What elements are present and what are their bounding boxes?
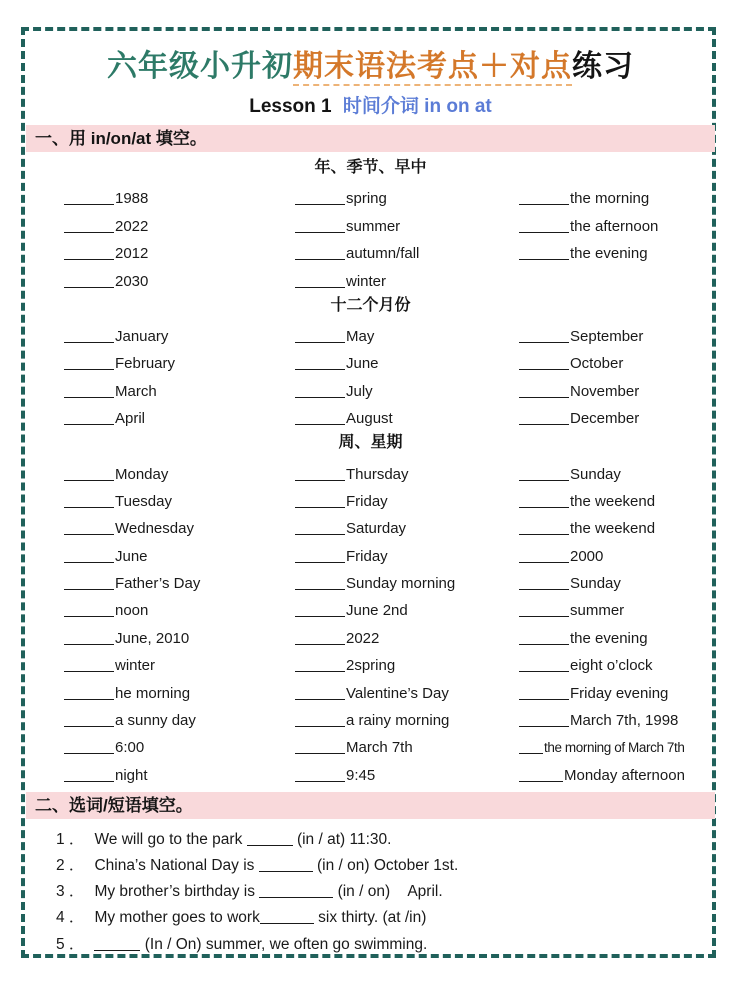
answer-blank xyxy=(64,547,114,563)
fill-cell xyxy=(64,271,295,292)
fill-item-label: July xyxy=(346,382,373,400)
sentence-text: My brother’s birthday is xyxy=(94,883,260,901)
fill-row xyxy=(26,182,715,209)
fill-cell xyxy=(64,600,295,621)
fill-item-label: December xyxy=(570,410,640,428)
answer-blank xyxy=(64,409,114,425)
answer-blank xyxy=(64,738,114,754)
fill-cell xyxy=(64,518,295,539)
fill-cell xyxy=(295,326,519,347)
sentence-number: 1 ． xyxy=(56,830,85,848)
answer-blank xyxy=(64,354,114,370)
fill-item-label: the morning of March 7th xyxy=(544,740,685,756)
answer-blank xyxy=(295,547,345,563)
fill-item-label: June, 2010 xyxy=(115,629,190,647)
answer-blank xyxy=(295,244,345,260)
fill-item-label: June xyxy=(115,547,148,565)
fill-cell xyxy=(295,188,519,209)
fill-item-label: summer xyxy=(346,217,401,235)
fill-cell xyxy=(295,546,519,567)
section2-header: 二、选词/短语填空。 xyxy=(26,792,715,819)
answer-blank xyxy=(295,574,345,590)
answer-blank xyxy=(295,684,345,700)
fill-cell xyxy=(295,271,519,292)
fill-item-label: 2spring xyxy=(346,657,396,675)
fill-item-label: 2022 xyxy=(115,217,149,235)
answer-blank xyxy=(64,684,114,700)
fill-row xyxy=(26,237,715,264)
answer-blank xyxy=(64,217,114,233)
fill-cell xyxy=(519,546,715,567)
fill-cell xyxy=(519,573,715,594)
answer-blank xyxy=(64,272,114,288)
fill-cell xyxy=(295,408,519,429)
fill-item-label: Valentine’s Day xyxy=(346,684,449,702)
fill-item-label: Sunday xyxy=(570,465,621,483)
fill-item-label: Monday xyxy=(115,465,169,483)
answer-blank xyxy=(519,601,569,617)
fill-cell xyxy=(519,353,715,374)
fill-item-label: the morning xyxy=(570,190,650,208)
answer-blank xyxy=(64,711,114,727)
fill-cell xyxy=(64,491,295,512)
fill-item-label: August xyxy=(346,410,393,428)
fill-groups xyxy=(26,154,715,786)
answer-blank xyxy=(519,244,569,260)
answer-blank xyxy=(519,492,569,508)
fill-item-label: April xyxy=(115,410,146,428)
fill-row xyxy=(26,264,715,291)
answer-blank xyxy=(295,601,345,617)
fill-item-label: February xyxy=(115,355,176,373)
fill-cell xyxy=(64,573,295,594)
fill-item-label: autumn/fall xyxy=(346,245,420,263)
fill-row xyxy=(26,320,715,347)
fill-item-label: Friday evening xyxy=(570,684,669,702)
fill-cell xyxy=(519,737,715,758)
sentence-text: six thirty. (at /in) xyxy=(313,909,427,927)
fill-cell xyxy=(295,353,519,374)
answer-blank xyxy=(295,272,345,288)
fill-item-label: winter xyxy=(115,657,156,675)
sentence-text: My mother goes to work xyxy=(94,909,260,927)
fill-item-label: November xyxy=(570,382,640,400)
fill-cell xyxy=(519,491,715,512)
fill-item-label: Thursday xyxy=(346,465,409,483)
answer-blank xyxy=(519,354,569,370)
fill-cell xyxy=(519,243,715,264)
fill-cell xyxy=(519,628,715,649)
answer-blank xyxy=(519,547,569,563)
fill-item-label: May xyxy=(346,327,375,345)
answer-blank xyxy=(64,465,114,481)
fill-row xyxy=(26,512,715,539)
sentence-number: 2 ． xyxy=(56,857,85,875)
fill-item-label: Monday afternoon xyxy=(564,766,685,784)
fill-item-label: March 7th xyxy=(346,739,413,757)
fill-cell xyxy=(64,326,295,347)
sentence-text: (in / at) 11:30. xyxy=(292,830,392,848)
fill-cell xyxy=(519,600,715,621)
answer-blank xyxy=(64,656,114,672)
sentence-item xyxy=(56,853,715,879)
fill-row xyxy=(26,758,715,785)
answer-blank xyxy=(519,382,569,398)
fill-item-label: he morning xyxy=(115,684,191,702)
answer-blank xyxy=(64,244,114,260)
fill-item-label: the evening xyxy=(570,629,648,647)
fill-item-label: 6:00 xyxy=(115,739,145,757)
answer-blank xyxy=(519,656,569,672)
sentence-blank xyxy=(94,936,140,951)
answer-blank xyxy=(295,465,345,481)
fill-cell xyxy=(519,765,715,786)
fill-item-label: Wednesday xyxy=(115,520,194,538)
fill-item-label: winter xyxy=(346,272,387,290)
fill-cell xyxy=(519,518,715,539)
fill-item-label: 2022 xyxy=(346,629,380,647)
fill-cell xyxy=(519,683,715,704)
fill-cell xyxy=(295,710,519,731)
answer-blank xyxy=(519,629,569,645)
fill-cell xyxy=(519,216,715,237)
fill-item-label: June xyxy=(346,355,379,373)
fill-cell xyxy=(295,573,519,594)
fill-item-label: Father’s Day xyxy=(115,575,201,593)
fill-cell xyxy=(295,243,519,264)
answer-blank xyxy=(64,189,114,205)
fill-item-label: 2030 xyxy=(115,272,149,290)
answer-blank xyxy=(519,189,569,205)
fill-row xyxy=(26,374,715,401)
fill-row xyxy=(26,485,715,512)
fill-item-label: March xyxy=(115,382,157,400)
sentence-item xyxy=(56,827,715,853)
fill-item-label: Sunday morning xyxy=(346,575,456,593)
fill-row xyxy=(26,209,715,236)
fill-item-label: Saturday xyxy=(346,520,407,538)
fill-row xyxy=(26,649,715,676)
title-part-practice: 练习 xyxy=(572,50,634,83)
fill-item-label: 9:45 xyxy=(346,766,376,784)
fill-cell xyxy=(64,628,295,649)
fill-row xyxy=(26,731,715,758)
fill-item-label: June 2nd xyxy=(346,602,408,620)
sentence-text: (in / on) October 1st. xyxy=(312,857,459,875)
fill-item-label: a rainy morning xyxy=(346,712,450,730)
fill-item-label: eight o’clock xyxy=(570,657,653,675)
sentence-number: 4 ． xyxy=(56,909,85,927)
fill-cell xyxy=(64,216,295,237)
answer-blank xyxy=(519,738,543,754)
sentence-number: 5 ． xyxy=(56,935,85,953)
answer-blank xyxy=(519,327,569,343)
fill-item-label: the weekend xyxy=(570,520,656,538)
fill-cell xyxy=(519,464,715,485)
fill-row xyxy=(26,676,715,703)
fill-cell xyxy=(295,655,519,676)
fill-row xyxy=(26,347,715,374)
fill-cell xyxy=(295,737,519,758)
answer-blank xyxy=(295,189,345,205)
answer-blank xyxy=(64,766,114,782)
fill-cell xyxy=(519,655,715,676)
answer-blank xyxy=(64,574,114,590)
fill-cell xyxy=(64,464,295,485)
fill-cell xyxy=(519,710,715,731)
group-heading: 年、季节、早中 xyxy=(314,159,427,176)
fill-item-label: Sunday xyxy=(570,575,621,593)
fill-cell xyxy=(295,765,519,786)
fill-cell xyxy=(64,408,295,429)
fill-cell xyxy=(64,765,295,786)
fill-cell xyxy=(295,216,519,237)
fill-item-label: October xyxy=(570,355,624,373)
answer-blank xyxy=(64,519,114,535)
fill-item-label: 1988 xyxy=(115,190,149,208)
fill-cell xyxy=(64,381,295,402)
answer-blank xyxy=(295,492,345,508)
answer-blank xyxy=(295,327,345,343)
fill-cell xyxy=(295,464,519,485)
sentence-item xyxy=(56,879,715,905)
fill-item-label: Friday xyxy=(346,492,388,510)
answer-blank xyxy=(295,217,345,233)
sentence-text: (In / On) summer, we often go swimming. xyxy=(140,935,428,953)
answer-blank xyxy=(64,382,114,398)
fill-item-label: Tuesday xyxy=(115,492,172,510)
title-part-highlight: 期末语法考点＋对点 xyxy=(293,50,572,86)
fill-item-label: 2000 xyxy=(570,547,604,565)
worksheet-content xyxy=(26,34,715,958)
fill-item-label: spring xyxy=(346,190,387,208)
fill-cell xyxy=(64,710,295,731)
fill-item-label: January xyxy=(115,327,169,345)
fill-cell xyxy=(519,326,715,347)
answer-blank xyxy=(64,629,114,645)
sentence-blank xyxy=(259,857,313,872)
answer-blank xyxy=(64,601,114,617)
lesson-subtitle xyxy=(26,95,715,119)
fill-item-label: September xyxy=(570,327,644,345)
sentence-item xyxy=(56,905,715,931)
answer-blank xyxy=(519,574,569,590)
group-heading: 十二个月份 xyxy=(330,296,411,314)
answer-blank xyxy=(295,382,345,398)
sentence-number: 3 ． xyxy=(56,883,85,901)
answer-blank xyxy=(64,327,114,343)
sentence-item xyxy=(56,932,715,958)
fill-cell xyxy=(519,381,715,402)
lesson-topic: 时间介词 in on at xyxy=(342,96,492,117)
fill-row xyxy=(26,704,715,731)
sentence-text: We will go to the park xyxy=(94,830,247,848)
fill-item-label: night xyxy=(115,766,148,784)
answer-blank xyxy=(295,519,345,535)
answer-blank xyxy=(295,766,345,782)
fill-row xyxy=(26,594,715,621)
answer-blank xyxy=(295,409,345,425)
fill-item-label: a sunny day xyxy=(115,712,196,730)
answer-blank xyxy=(519,684,569,700)
fill-cell xyxy=(295,381,519,402)
answer-blank xyxy=(295,354,345,370)
fill-cell xyxy=(64,655,295,676)
fill-item-label: March 7th, 1998 xyxy=(570,712,679,730)
sentence-list xyxy=(26,827,715,958)
sentence-blank xyxy=(247,831,293,846)
fill-cell xyxy=(64,546,295,567)
lesson-number: Lesson 1 xyxy=(249,96,332,117)
fill-cell xyxy=(295,628,519,649)
answer-blank xyxy=(519,711,569,727)
fill-row xyxy=(26,402,715,429)
answer-blank xyxy=(519,217,569,233)
fill-cell xyxy=(64,188,295,209)
fill-item-label: summer xyxy=(570,602,625,620)
fill-cell xyxy=(519,408,715,429)
sentence-blank xyxy=(260,909,314,924)
fill-item-label: Friday xyxy=(346,547,388,565)
fill-cell xyxy=(519,188,715,209)
fill-row xyxy=(26,539,715,566)
sentence-text: (in / on) April. xyxy=(333,883,443,901)
title-part-grade: 六年级小升初 xyxy=(107,50,293,83)
fill-cell xyxy=(64,243,295,264)
fill-cell xyxy=(64,737,295,758)
answer-blank xyxy=(519,766,563,782)
answer-blank xyxy=(295,738,345,754)
answer-blank xyxy=(519,465,569,481)
page-title xyxy=(26,48,715,86)
fill-item-label: noon xyxy=(115,602,149,620)
fill-item-label: the evening xyxy=(570,245,648,263)
fill-cell xyxy=(295,600,519,621)
fill-cell xyxy=(295,518,519,539)
fill-item-label: the afternoon xyxy=(570,217,659,235)
fill-item-label: 2012 xyxy=(115,245,149,263)
fill-row xyxy=(26,567,715,594)
fill-cell xyxy=(295,491,519,512)
fill-cell xyxy=(64,353,295,374)
fill-row xyxy=(26,457,715,484)
section1-header: 一、用 in/on/at 填空。 xyxy=(26,125,715,152)
fill-cell xyxy=(295,683,519,704)
fill-row xyxy=(26,621,715,648)
answer-blank xyxy=(519,519,569,535)
group-heading: 周、星期 xyxy=(338,434,403,452)
fill-item-label: the weekend xyxy=(570,492,656,510)
answer-blank xyxy=(295,711,345,727)
answer-blank xyxy=(64,492,114,508)
answer-blank xyxy=(295,656,345,672)
answer-blank xyxy=(295,629,345,645)
sentence-blank xyxy=(259,883,333,898)
fill-cell xyxy=(64,683,295,704)
answer-blank xyxy=(519,409,569,425)
sentence-text: China’s National Day is xyxy=(94,857,259,875)
